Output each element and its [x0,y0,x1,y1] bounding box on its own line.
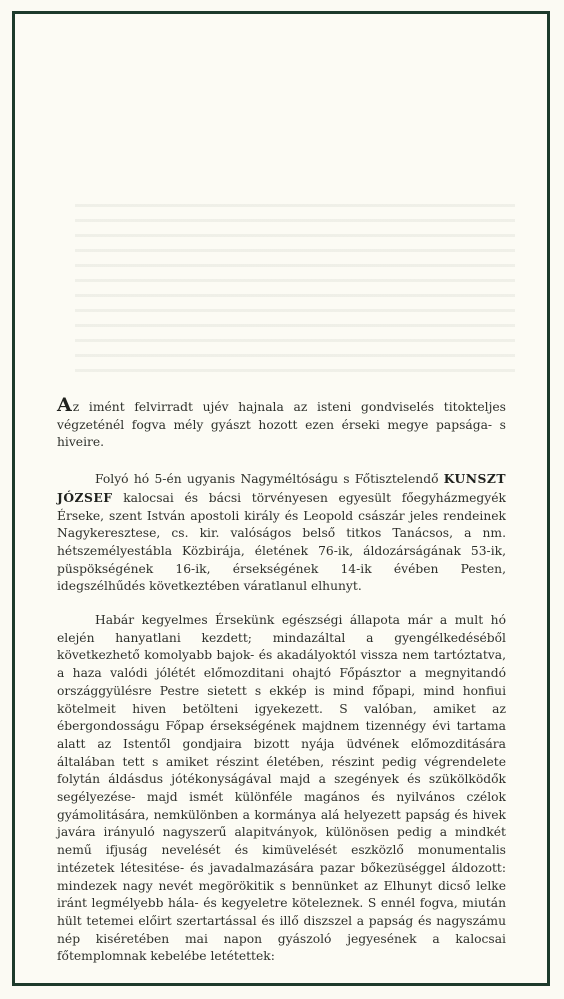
announcement-rest: kalocsai és bácsi törvényesen egyesült főegyházmegyék Érseke, szent István apostoli király és Leopold császár jeles rendeinek Nagykeresztese, cs. kir. valóságos belső titkos Tanácsos, a nm. hétszemélyestábla Közbirája, életének 76-ik, áldozárságának 53-ik, püspökségének 16-ik, érsekségének 14-ik évében Pesten, idegszélhűdés következtében váratlanul elhunyt. [57,490,506,594]
obituary-text [57,396,506,966]
paragraph-opening [57,396,506,452]
announcement-intro: Folyó hó 5-én ugyanis Nagyméltóságu s Főtisztelendő [95,472,444,487]
paragraph-announcement [57,470,506,596]
deceased-given-name: JÓZSEF [57,489,113,505]
eulogy-text: Habár kegyelmes Érsekünk egészségi állapota már a mult hó elején hanyatlani kezdett; mindazáltal a gyengélkedéséből következhető komolyabb bajok- és akadályoktól vissza nem tartóztatva, a haza valódi jólétét előmozditani ohajtó Főpásztor a megnyitandó országgyülésre Pestre sietett s ekkép is mind főpapi, mind honfiui kötelmeit hiven betölteni igyekezett. S valóban, amiket az ébergondosságu Főpap érsekségének majdnem tizennégy évi tartama alatt az Istentől gondjaira bizott nyája üdvének előmozditására általában tett s amiket részint életében, részint pedig végrendelete folytán áldásdus jótékonyságával majd a szegények és szükölködők segélyezése- majd ismét különféle magános és nyilvános czélok gyámolitására, nemkülönben a kormánya alá helyezett papság és hivek javára irányuló nagyszerű alapitványok, különösen pedig a mindkét nemű ifjuság nevelését és kimüvelését eszközlő monumentalis intézetek létesitése- és javadalmazására pazar bőkezüséggel áldozott: mindezek nagy nevét megörökitik s bennünket az Elhunyt dicső lelke iránt legmélyebb hála- és kegyeletre köteleznek. S ennél fogva, miután hült tetemei előirt szertartással és illő diszszel a papság és nagyszámu nép kiséretében mai napon gyászoló jegyesének a kalocsai főtemplomnak kebelébe letétettek: [57,613,506,964]
reverse-side-bleed-through [75,204,515,374]
deceased-surname: KUNSZT [443,471,506,487]
opening-text: z imént felvirradt ujév hajnala az isteni gondviselés titokteljes végzeténél fogva mély gyászt hozott ezen érseki megye papsága- s hiveire. [57,400,506,450]
drop-cap: A [57,394,72,416]
paragraph-eulogy [57,612,506,966]
